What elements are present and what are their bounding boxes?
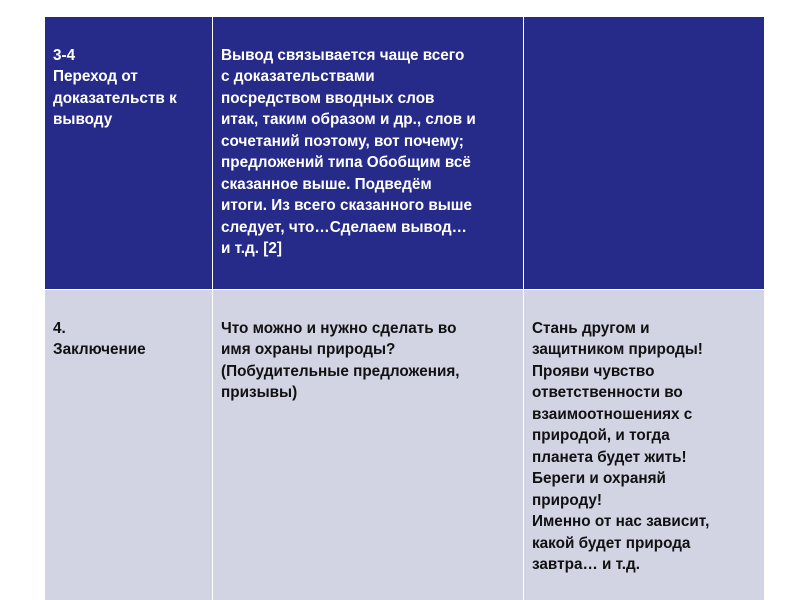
table-row bbox=[45, 290, 765, 600]
example-cell bbox=[524, 17, 765, 290]
table-row bbox=[45, 17, 765, 290]
content-table bbox=[44, 16, 765, 600]
stage-cell bbox=[45, 17, 213, 290]
stage-cell bbox=[45, 290, 213, 600]
description-cell bbox=[213, 290, 524, 600]
description-cell bbox=[213, 17, 524, 290]
description-text: Что можно и нужно сделать во имя охраны природы? (Побудительные предложения, призывы) bbox=[221, 319, 460, 401]
stage-text: 4. Заключение bbox=[53, 319, 146, 358]
example-cell bbox=[524, 290, 765, 600]
example-text: Стань другом и защитником природы! Прояви чувство ответственности во взаимоотношениях с природой, и тогда планета будет жить! Береги и охраняй природу! Именно от нас зависит, какой будет природа завтра… и т.д. bbox=[532, 319, 710, 573]
description-text: Вывод связывается чаще всего с доказательствами посредством вводных слов итак, таким образом и др., слов и сочетаний поэтому, вот почему; предложений типа Обобщим всё сказанное выше. Подведём итоги. Из всего сказанного выше следует, что…Сделаем вывод… и т.д. [2] bbox=[221, 46, 476, 257]
stage-text: 3-4 Переход от доказательств к выводу bbox=[53, 46, 177, 128]
